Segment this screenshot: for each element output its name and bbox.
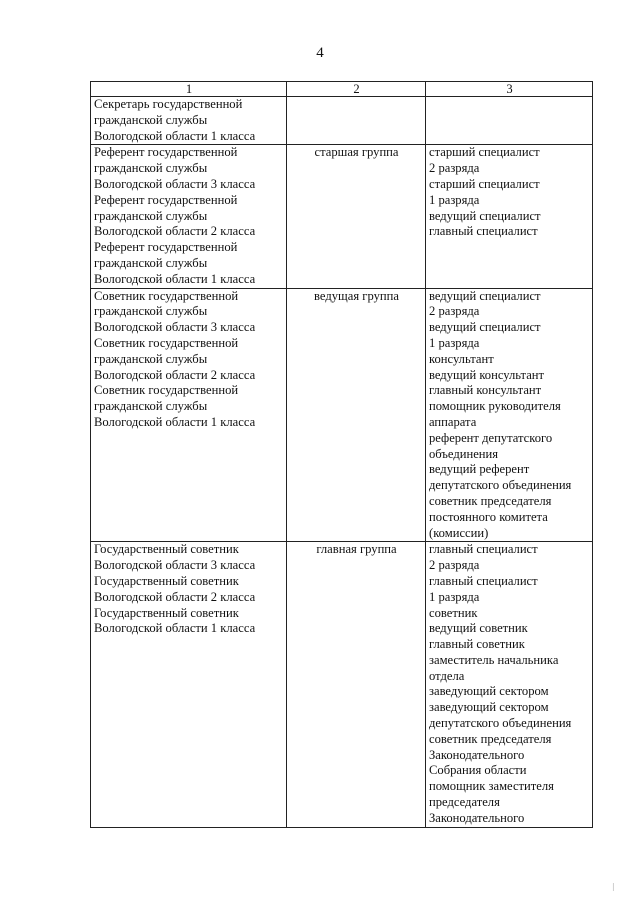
position-title-line: ведущий специалист [429, 208, 541, 223]
class-rank-line: гражданской службы [94, 208, 208, 223]
position-title-line: аппарата [429, 414, 477, 429]
position-title-line: депутатского объединения [429, 716, 572, 731]
position-title-line: Законодательного [429, 810, 525, 825]
class-rank-line: Секретарь государственной [94, 97, 243, 111]
page-number: 4 [316, 45, 324, 61]
class-rank-cell [91, 288, 287, 542]
class-rank-line: Вологодской области 1 класса [94, 128, 256, 143]
class-rank-line: Вологодской области 1 класса [94, 414, 256, 429]
class-rank-line: Вологодской области 2 класса [94, 367, 256, 382]
column-header-2: 2 [287, 82, 426, 97]
column-header-1: 1 [91, 82, 287, 97]
class-rank-cell [91, 542, 287, 827]
class-rank-line: Вологодской области 2 класса [94, 224, 256, 239]
scan-mark: | [612, 882, 614, 891]
position-title-line: отдела [429, 668, 465, 683]
position-title-line: постоянного комитета [429, 509, 548, 524]
table-body [91, 97, 593, 828]
class-rank-line: Референт государственной [94, 240, 238, 255]
class-rank-line: гражданской службы [94, 255, 208, 270]
class-rank-line: гражданской службы [94, 399, 208, 414]
class-rank-line: Вологодской области 3 класса [94, 320, 256, 335]
position-group-cell: главная группа [287, 542, 426, 827]
position-title-line: 2 разряда [429, 161, 480, 176]
position-titles-cell [426, 288, 593, 542]
position-title-line: старший специалист [429, 145, 540, 160]
position-title-line: советник [429, 605, 478, 620]
class-rank-line: гражданской службы [94, 304, 208, 319]
class-rank-line: Вологодской области 2 класса [94, 589, 256, 604]
table-row [91, 288, 593, 542]
position-title-line: главный специалист [429, 224, 538, 239]
position-title-line: заведующий сектором [429, 700, 549, 715]
class-rank-cell [91, 145, 287, 288]
class-rank-line: гражданской службы [94, 161, 208, 176]
class-rank-line: Вологодской области 3 класса [94, 176, 256, 191]
position-title-line: 1 разряда [429, 335, 480, 350]
class-rank-line: Советник государственной [94, 335, 239, 350]
position-title-line: консультант [429, 351, 494, 366]
position-title-line: 1 разряда [429, 589, 480, 604]
position-title-line: Законодательного [429, 747, 525, 762]
position-title-line: (комиссии) [429, 525, 489, 540]
position-title-line: референт депутатского [429, 430, 553, 445]
position-title-line: главный консультант [429, 383, 542, 398]
position-title-line: главный советник [429, 637, 525, 652]
class-rank-line: Государственный советник [94, 573, 239, 588]
position-title-line: 2 разряда [429, 558, 480, 573]
class-rank-line: Государственный советник [94, 542, 239, 557]
position-titles-cell [426, 542, 593, 827]
position-title-line: советник председателя [429, 493, 552, 508]
position-group-cell [287, 97, 426, 145]
class-rank-line: Референт государственной [94, 192, 238, 207]
position-title-line: главный специалист [429, 573, 538, 588]
position-group-cell: ведущая группа [287, 288, 426, 542]
position-title-line: ведущий специалист [429, 288, 541, 303]
class-rank-line: Вологодской области 1 класса [94, 271, 256, 286]
position-title-line: помощник руководителя [429, 399, 561, 414]
table-row [91, 97, 593, 145]
position-group-cell: старшая группа [287, 145, 426, 288]
class-rank-line: Советник государственной [94, 383, 239, 398]
position-title-line: Собрания области [429, 763, 527, 778]
position-title-line: главный специалист [429, 542, 538, 557]
table-row [91, 145, 593, 288]
class-rank-line: Вологодской области 3 класса [94, 558, 256, 573]
class-rank-line: Государственный советник [94, 605, 239, 620]
class-rank-line: Референт государственной [94, 145, 238, 160]
position-title-line: заместитель начальника [429, 652, 559, 667]
position-title-line: ведущий референт [429, 462, 530, 477]
class-rank-line: Советник государственной [94, 288, 239, 303]
position-title-line: депутатского объединения [429, 478, 572, 493]
position-title-line: 1 разряда [429, 192, 480, 207]
position-title-line: председателя [429, 795, 500, 810]
position-titles-cell [426, 145, 593, 288]
position-titles-cell [426, 97, 593, 145]
class-rank-line: гражданской службы [94, 112, 208, 127]
position-title-line: ведущий советник [429, 621, 528, 636]
column-header-3: 3 [426, 82, 593, 97]
position-title-line: объединения [429, 446, 499, 461]
class-rank-line: Вологодской области 1 класса [94, 621, 256, 636]
position-title-line: ведущий специалист [429, 320, 541, 335]
class-rank-line: гражданской службы [94, 351, 208, 366]
position-title-line: советник председателя [429, 731, 552, 746]
class-rank-cell [91, 97, 287, 145]
position-title-line: ведущий консультант [429, 367, 545, 382]
position-title-line: 2 разряда [429, 304, 480, 319]
table-row [91, 542, 593, 827]
table-header-row [91, 82, 593, 97]
grades-table [90, 81, 593, 828]
position-title-line: старший специалист [429, 176, 540, 191]
position-title-line: заведующий сектором [429, 684, 549, 699]
position-title-line: помощник заместителя [429, 779, 554, 794]
